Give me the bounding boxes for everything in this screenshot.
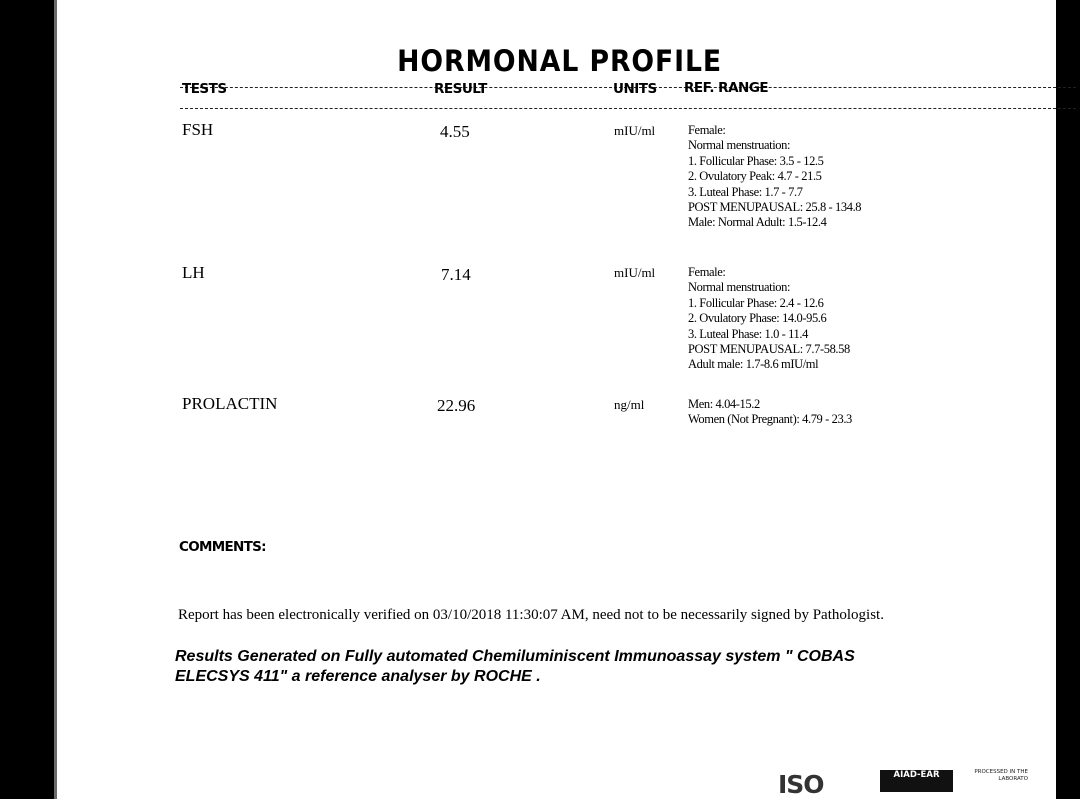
- test-name: LH: [182, 263, 205, 282]
- ref-range-line: Normal menstruation:: [688, 280, 791, 295]
- test-result: 4.55: [440, 122, 470, 141]
- lab-logo: PROCESSED IN THE LABORATO: [974, 769, 1028, 782]
- col-ref-range-header: REF. RANGE: [684, 80, 769, 96]
- ref-range-line: 3. Luteal Phase: 1.0 - 11.4: [688, 326, 808, 341]
- ref-range-line: 3. Luteal Phase: 1.7 - 7.7: [688, 184, 803, 199]
- ref-range-line: POST MENUPAUSAL: 7.7-58.58: [688, 342, 850, 357]
- col-result-header: RESULT: [434, 81, 487, 97]
- ref-range: [688, 123, 861, 231]
- divider-header-bottom: [180, 108, 1076, 109]
- ref-range-line: 1. Follicular Phase: 3.5 - 12.5: [688, 153, 824, 168]
- report-page: [54, 0, 1056, 799]
- ref-range-line: Men: 4.04-15.2: [688, 397, 760, 411]
- ref-range-line: Male: Normal Adult: 1.5-12.4: [688, 215, 827, 230]
- test-name: PROLACTIN: [182, 394, 278, 413]
- iso-logo: ISO: [778, 770, 824, 799]
- ref-range-line: Normal menstruation:: [688, 138, 791, 153]
- test-result: 7.14: [441, 265, 471, 284]
- page-title: HORMONAL PROFILE: [397, 44, 723, 78]
- test-unit: mIU/ml: [614, 265, 656, 280]
- ref-range-line: POST MENUPAUSAL: 25.8 - 134.8: [688, 200, 862, 215]
- page-left-edge: [54, 0, 57, 799]
- ref-range-line: 2. Ovulatory Peak: 4.7 - 21.5: [688, 169, 822, 184]
- test-result: 22.96: [437, 396, 476, 415]
- ref-range-line: Women (Not Pregnant): 4.79 - 23.3: [688, 412, 852, 427]
- test-name: FSH: [182, 120, 214, 139]
- test-unit: ng/ml: [614, 397, 645, 412]
- ref-range: [688, 265, 850, 373]
- ref-range-line: Female:: [688, 123, 726, 137]
- ref-range-line: Adult male: 1.7-8.6 mIU/ml: [688, 357, 819, 372]
- analyser-note: Results Generated on Fully automated Chemiluminiscent Immunoassay system " COBAS ELECSYS 411" a reference analyser by ROCHE .: [175, 648, 855, 685]
- ref-range-line: Female:: [688, 265, 726, 279]
- test-unit: mIU/ml: [614, 123, 656, 138]
- col-tests-header: TESTS: [182, 81, 227, 97]
- col-units-header: UNITS: [613, 81, 657, 97]
- ref-range-line: 2. Ovulatory Phase: 14.0-95.6: [688, 311, 827, 326]
- comments-label: COMMENTS:: [179, 539, 266, 555]
- accreditation-logo: AIAD-EAR: [880, 770, 953, 792]
- ref-range-line: 1. Follicular Phase: 2.4 - 12.6: [688, 295, 824, 310]
- verified-note: Report has been electronically verified on 03/10/2018 11:30:07 AM, need not to be necessarily signed by Pathologist.: [178, 607, 884, 623]
- ref-range: [688, 397, 852, 428]
